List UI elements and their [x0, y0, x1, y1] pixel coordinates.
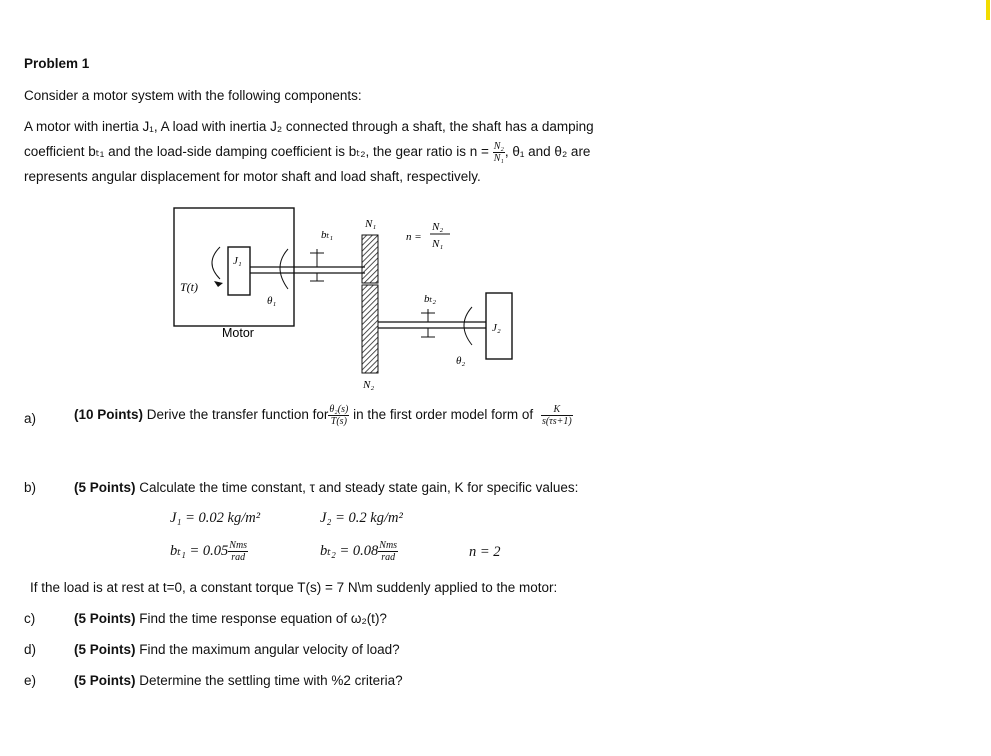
qb-points: (5 Points) — [74, 480, 136, 495]
n-ratio-numerator: N₂ — [432, 221, 444, 233]
qc-points: (5 Points) — [74, 611, 136, 626]
value-bt2-lhs: bₜ₂ = 0.08 — [320, 543, 379, 560]
para-line-3: represents angular displacement for motor shaft and load shaft, respectively. — [24, 169, 481, 184]
motor-system-diagram — [170, 205, 520, 395]
theta2-arc-icon — [464, 307, 472, 345]
qd-points: (5 Points) — [74, 642, 136, 657]
value-bt2 — [320, 540, 398, 563]
theta1-arc-icon — [280, 249, 288, 289]
theta2-label: θ₂ — [456, 355, 466, 367]
para-line-2a: coefficient bₜ₁ and the load-side damping coefficient is bₜ₂, the gear ratio is n = — [24, 144, 489, 160]
bt2-unit-numerator: Nms — [379, 540, 398, 551]
value-bt1-lhs: bₜ₁ = 0.05 — [170, 543, 229, 560]
theta1-label: θ₁ — [267, 295, 277, 307]
n1-label: N₁ — [365, 218, 377, 230]
bt1-label: bₜ₁ — [321, 229, 334, 241]
qd-text: Find the maximum angular velocity of load? — [139, 642, 400, 657]
torque-arrow-icon — [212, 247, 220, 279]
value-n: n = 2 — [469, 544, 501, 560]
ratio-numerator: N₂ — [493, 141, 504, 152]
qe-label: e) — [24, 673, 37, 688]
qe-text: Determine the settling time with %2 criteria? — [139, 673, 403, 688]
para-line-2b: , θ₁ and θ₂ are — [504, 144, 591, 160]
bt1-unit-numerator: Nms — [229, 540, 248, 551]
para-line-2 — [24, 141, 590, 164]
question-a — [74, 404, 573, 427]
qb-text: Calculate the time constant, τ and steady state gain, K for specific values: — [139, 480, 579, 495]
question-d — [74, 642, 400, 657]
bt1-unit-denominator: rad — [231, 552, 246, 563]
question-e — [74, 673, 403, 688]
intro-text: Consider a motor system with the following components: — [24, 88, 362, 103]
accent-marker — [986, 0, 990, 20]
value-j1: J₁ = 0.02 kg/m² — [170, 510, 261, 526]
qa-label: a) — [24, 411, 37, 426]
torque-label: T(t) — [180, 280, 198, 294]
qa-form-numerator: K — [541, 404, 573, 416]
bt2-label: bₜ₂ — [424, 293, 437, 305]
bt2-unit-denominator: rad — [381, 552, 396, 563]
question-b — [74, 480, 578, 495]
load-condition-text: If the load is at rest at t=0, a constant torque T(s) = 7 N\m suddenly applied to the motor: — [30, 580, 558, 595]
qd-label: d) — [24, 642, 37, 657]
qa-text-2: in the first order model form of — [353, 407, 534, 423]
qa-tf-fraction — [328, 404, 349, 427]
motor-label: Motor — [222, 326, 254, 340]
qa-tf-numerator: θ₂(s) — [329, 404, 349, 415]
qe-points: (5 Points) — [74, 673, 136, 688]
qa-points: (10 Points) — [74, 407, 144, 423]
gear-n2 — [362, 285, 378, 373]
problem-title: Problem 1 — [24, 56, 90, 71]
bt1-unit-fraction — [228, 540, 248, 563]
qa-text-1: Derive the transfer function for — [146, 407, 329, 423]
value-j2: J₂ = 0.2 kg/m² — [320, 510, 403, 526]
torque-arrowhead-icon — [214, 281, 223, 287]
qa-form-denominator: s(τs+1) — [541, 416, 572, 427]
gear-ratio-fraction — [493, 141, 505, 164]
j1-label: J₁ — [233, 255, 242, 267]
gear-n1 — [362, 235, 378, 283]
n-equals-label: n = — [406, 231, 422, 243]
question-c — [74, 611, 387, 626]
qc-text: Find the time response equation of ω₂(t)? — [139, 611, 387, 626]
value-bt1 — [170, 540, 248, 563]
para-line-1: A motor with inertia J₁, A load with inertia J₂ connected through a shaft, the shaft has a damping — [24, 119, 594, 134]
n-ratio-denominator: N₁ — [432, 238, 444, 250]
bt2-unit-fraction — [378, 540, 398, 563]
qa-tf-denominator: T(s) — [330, 416, 347, 427]
ratio-denominator: N₁ — [493, 153, 504, 164]
n2-label: N₂ — [363, 379, 375, 391]
qb-label: b) — [24, 480, 37, 495]
qc-label: c) — [24, 611, 36, 626]
qa-form-fraction — [541, 404, 573, 427]
j2-label: J₂ — [492, 322, 501, 334]
